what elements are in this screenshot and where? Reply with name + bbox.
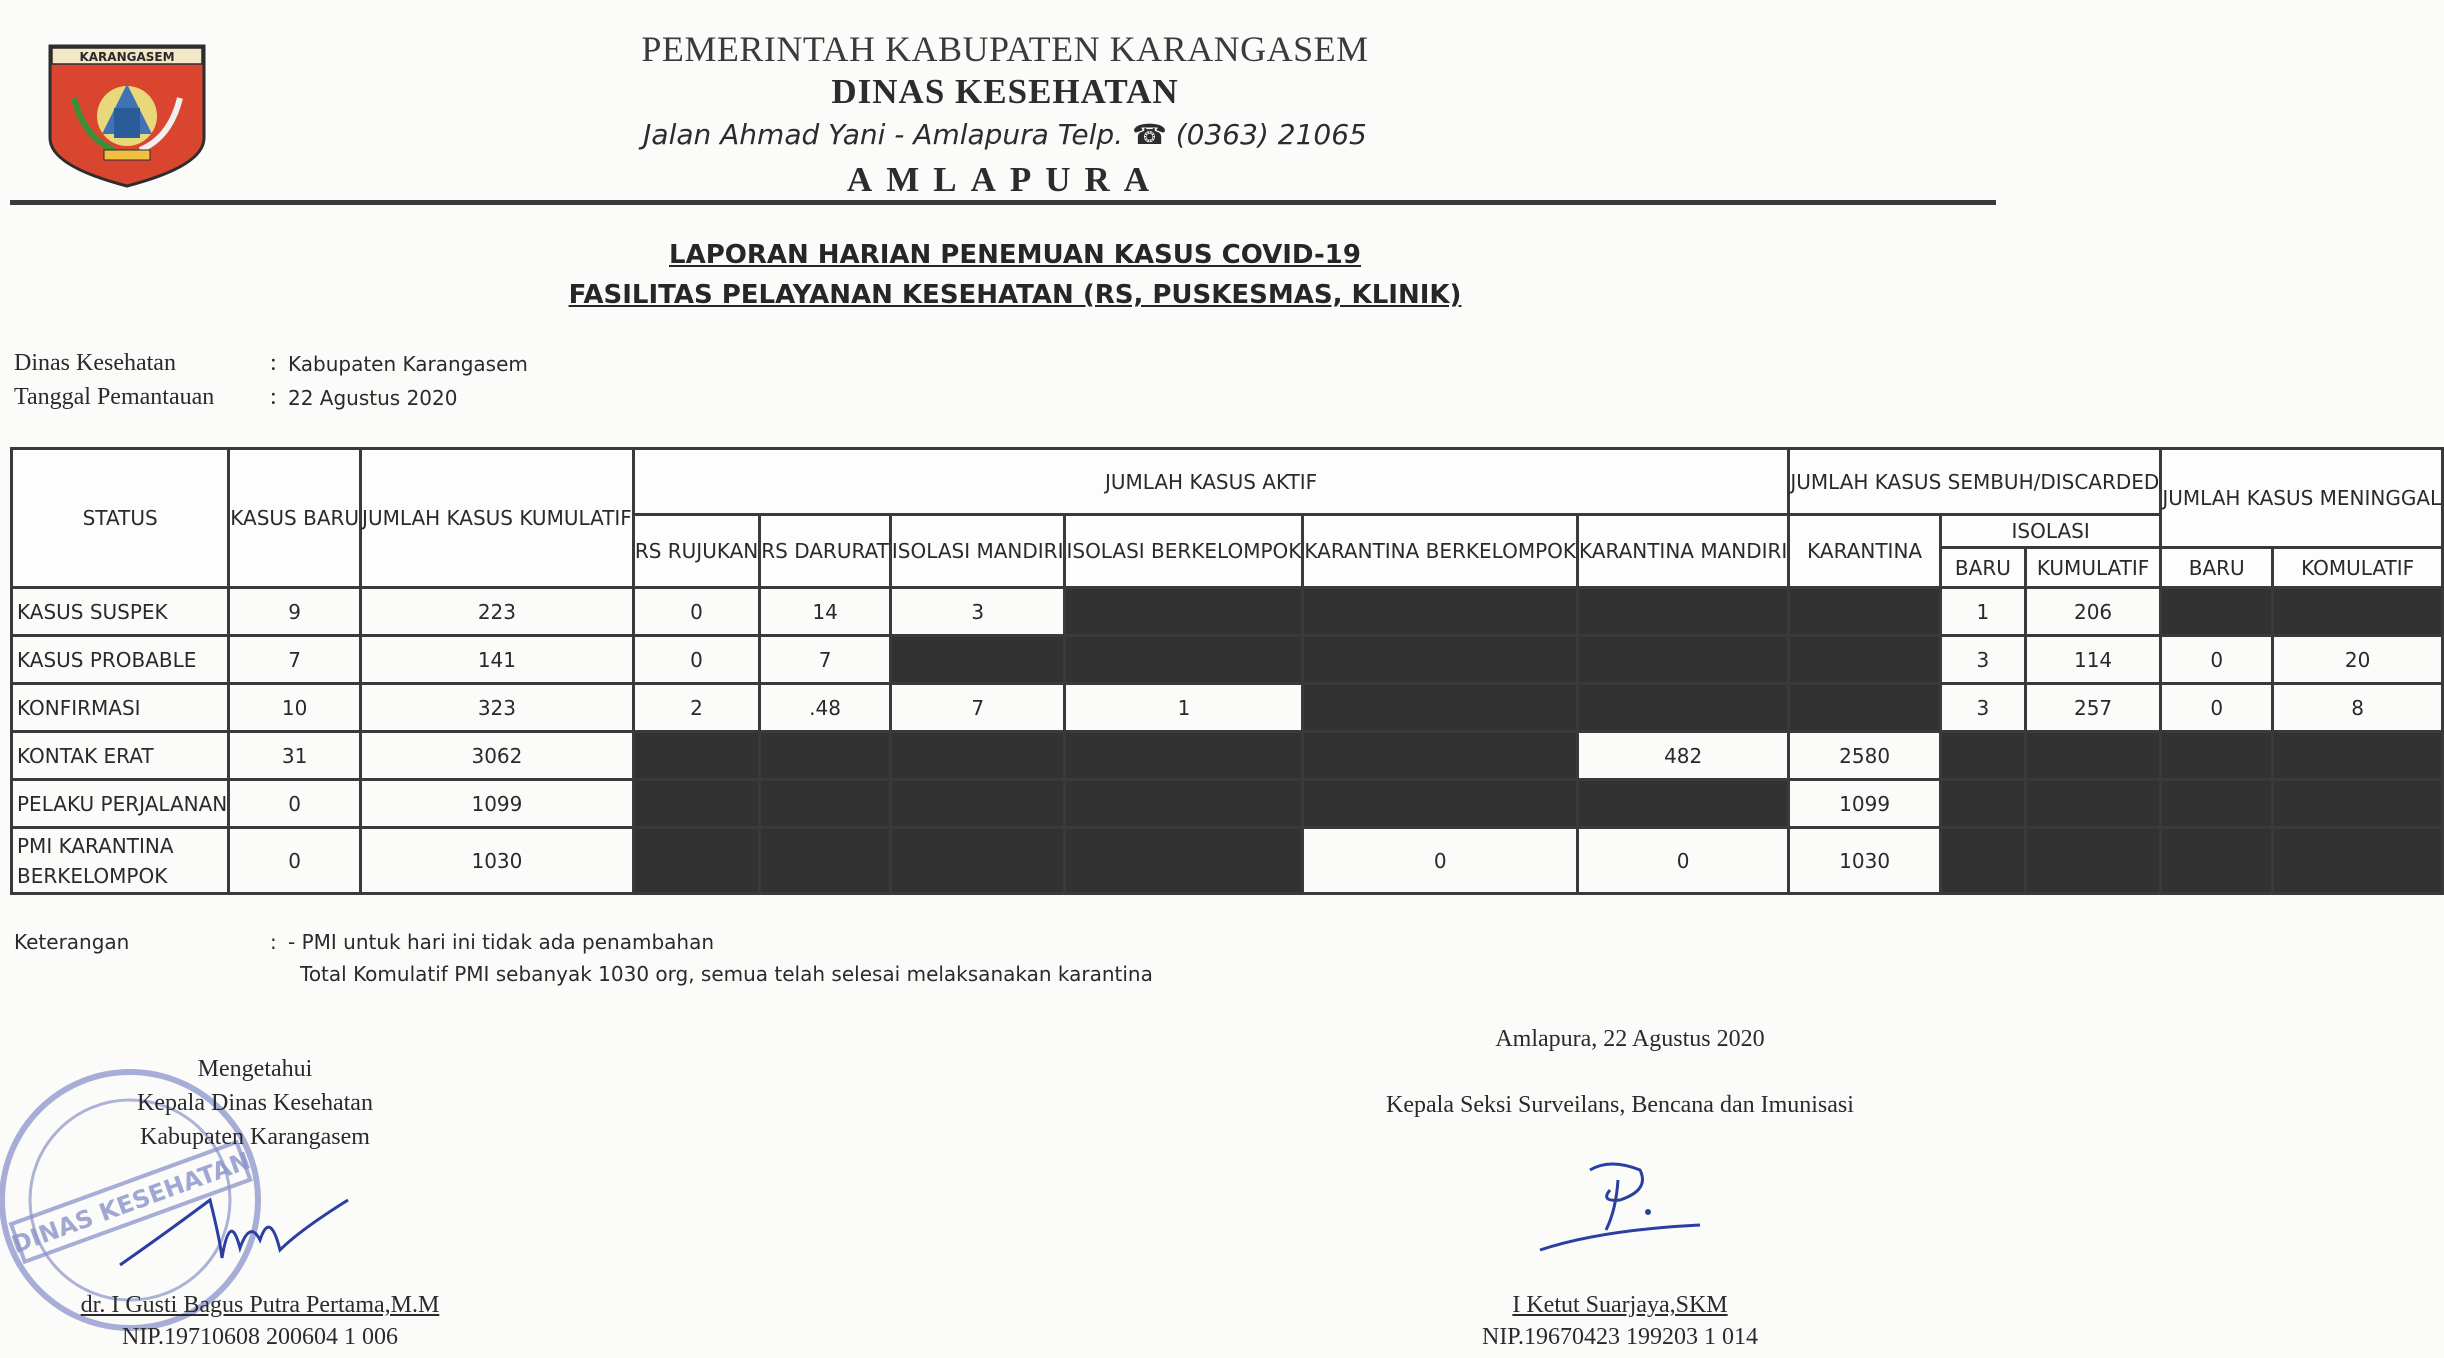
- cell-kasus-baru: 0: [229, 828, 361, 894]
- row-status: KONTAK ERAT: [12, 732, 229, 780]
- meta-dinas-value: Kabupaten Karangasem: [288, 352, 528, 376]
- cell-kumulatif: 323: [361, 684, 634, 732]
- letterhead-department: DINAS KESEHATAN: [831, 72, 1179, 111]
- cell-blocked: [1065, 828, 1303, 894]
- covid-case-table: [10, 447, 2444, 895]
- table-row: [12, 732, 2443, 780]
- row-status: PMI KARANTINA BERKELOMPOK: [12, 828, 229, 894]
- cell-karantina: 2580: [1789, 732, 1941, 780]
- cell-blocked: [760, 828, 891, 894]
- keterangan-colon: :: [270, 930, 277, 954]
- header-karantina-berkelompok: KARANTINA BERKELOMPOK: [1303, 515, 1578, 588]
- cell-blocked: [1303, 732, 1578, 780]
- header-isolasi-berkelompok: ISOLASI BERKELOMPOK: [1065, 515, 1303, 588]
- cell-rs-darurat: .48: [760, 684, 891, 732]
- sig-right-title: Kepala Seksi Surveilans, Bencana dan Imunisasi: [1386, 1092, 1854, 1118]
- row-status: KONFIRMASI: [12, 684, 229, 732]
- cell-blocked: [1940, 732, 2025, 780]
- cell-blocked: [1578, 588, 1789, 636]
- table-row: [12, 780, 2443, 828]
- cell-blocked: [2161, 828, 2273, 894]
- table-row: [12, 828, 2443, 894]
- meta-colon: :: [270, 350, 277, 376]
- sig-left-line2: Kepala Dinas Kesehatan: [137, 1090, 373, 1116]
- header-jumlah-kasus-sembuh: JUMLAH KASUS SEMBUH/DISCARDED: [1789, 449, 2161, 515]
- cell-karantina-berkelompok: 0: [1303, 828, 1578, 894]
- sig-right-name: I Ketut Suarjaya,SKM: [1512, 1292, 1728, 1318]
- cell-isolasi-berkelompok: 1: [1065, 684, 1303, 732]
- cell-sembuh-baru: 3: [1940, 684, 2025, 732]
- cell-isolasi-mandiri: 7: [890, 684, 1065, 732]
- header-status: STATUS: [12, 449, 229, 588]
- keterangan-line1: - PMI untuk hari ini tidak ada penambahan: [288, 930, 714, 954]
- header-karantina-mandiri: KARANTINA MANDIRI: [1578, 515, 1789, 588]
- meta-colon: :: [270, 384, 277, 410]
- cell-blocked: [2273, 780, 2443, 828]
- row-status: KASUS PROBABLE: [12, 636, 229, 684]
- report-title: LAPORAN HARIAN PENEMUAN KASUS COVID-19: [669, 240, 1361, 270]
- cell-rs-rujukan: 0: [633, 588, 759, 636]
- header-sembuh-baru: BARU: [1940, 548, 2025, 588]
- cell-blocked: [1065, 636, 1303, 684]
- cell-sembuh-baru: 3: [1940, 636, 2025, 684]
- cell-blocked: [2025, 828, 2160, 894]
- cell-blocked: [1578, 636, 1789, 684]
- cell-blocked: [1789, 588, 1941, 636]
- sig-left-line3: Kabupaten Karangasem: [140, 1124, 370, 1150]
- cell-kumulatif: 3062: [361, 732, 634, 780]
- cell-blocked: [1065, 732, 1303, 780]
- cell-kasus-baru: 0: [229, 780, 361, 828]
- cell-blocked: [760, 732, 891, 780]
- letterhead-government: PEMERINTAH KABUPATEN KARANGASEM: [641, 29, 1369, 69]
- cell-blocked: [1578, 684, 1789, 732]
- cell-blocked: [2025, 732, 2160, 780]
- header-jumlah-kasus-aktif: JUMLAH KASUS AKTIF: [633, 449, 1789, 515]
- report-subtitle: FASILITAS PELAYANAN KESEHATAN (RS, PUSKESMAS, KLINIK): [568, 280, 1462, 310]
- cell-sembuh-kumulatif: 257: [2025, 684, 2160, 732]
- sig-left-nip: NIP.19710608 200604 1 006: [121, 1324, 398, 1350]
- cell-sembuh-baru: 1: [1940, 588, 2025, 636]
- signature-right: [1530, 1150, 1710, 1260]
- cell-blocked: [890, 780, 1065, 828]
- cell-kasus-baru: 31: [229, 732, 361, 780]
- cell-meninggal-komulatif: 8: [2273, 684, 2443, 732]
- cell-kasus-baru: 10: [229, 684, 361, 732]
- cell-meninggal-baru: 0: [2161, 684, 2273, 732]
- cell-blocked: [1789, 636, 1941, 684]
- row-status: KASUS SUSPEK: [12, 588, 229, 636]
- cell-blocked: [1303, 684, 1578, 732]
- header-jumlah-kasus-meninggal: JUMLAH KASUS MENINGGAL: [2161, 449, 2443, 548]
- keterangan-label: Keterangan: [14, 930, 130, 954]
- cell-blocked: [1303, 636, 1578, 684]
- cell-kumulatif: 223: [361, 588, 634, 636]
- cell-kasus-baru: 9: [229, 588, 361, 636]
- letterhead-divider: [10, 200, 1996, 205]
- cell-kumulatif: 1030: [361, 828, 634, 894]
- cell-karantina: 1030: [1789, 828, 1941, 894]
- cell-blocked: [890, 732, 1065, 780]
- cell-blocked: [760, 780, 891, 828]
- cell-blocked: [633, 780, 759, 828]
- cell-blocked: [1065, 780, 1303, 828]
- cell-blocked: [1578, 780, 1789, 828]
- cell-rs-darurat: 14: [760, 588, 891, 636]
- cell-rs-rujukan: 2: [633, 684, 759, 732]
- table-row: [12, 588, 2443, 636]
- signature-left: [110, 1170, 360, 1280]
- header-isolasi-mandiri: ISOLASI MANDIRI: [890, 515, 1065, 588]
- cell-blocked: [633, 828, 759, 894]
- stamp-text: DINAS KESEHATAN: [7, 1146, 255, 1260]
- cell-sembuh-kumulatif: 206: [2025, 588, 2160, 636]
- cell-meninggal-baru: 0: [2161, 636, 2273, 684]
- row-status: PELAKU PERJALANAN: [12, 780, 229, 828]
- letterhead-city: AMLAPURA: [846, 160, 1164, 199]
- karangasem-emblem-logo: [44, 38, 210, 188]
- cell-blocked: [1303, 780, 1578, 828]
- cell-blocked: [1940, 780, 2025, 828]
- keterangan-line2: Total Komulatif PMI sebanyak 1030 org, semua telah selesai melaksanakan karantina: [300, 962, 1153, 986]
- sig-right-place-date: Amlapura, 22 Agustus 2020: [1495, 1026, 1765, 1052]
- header-kasus-baru: KASUS BARU: [229, 449, 361, 588]
- cell-blocked: [1940, 828, 2025, 894]
- cell-blocked: [2161, 732, 2273, 780]
- sig-left-name: dr. I Gusti Bagus Putra Pertama,M.M: [80, 1292, 440, 1318]
- meta-dinas-label: Dinas Kesehatan: [14, 350, 176, 376]
- cell-blocked: [2161, 780, 2273, 828]
- cell-blocked: [890, 636, 1065, 684]
- cell-blocked: [890, 828, 1065, 894]
- cell-kumulatif: 141: [361, 636, 634, 684]
- table-row: [12, 684, 2443, 732]
- sig-left-line1: Mengetahui: [197, 1056, 313, 1082]
- letterhead-address: Jalan Ahmad Yani - Amlapura Telp. ☎ (0363) 21065: [643, 118, 1367, 151]
- cell-rs-darurat: 7: [760, 636, 891, 684]
- cell-blocked: [2273, 588, 2443, 636]
- meta-tanggal-row: [14, 384, 914, 414]
- header-karantina: KARANTINA: [1789, 515, 1941, 588]
- cell-blocked: [2025, 780, 2160, 828]
- svg-text:KARANGASEM: KARANGASEM: [79, 50, 175, 64]
- meta-tanggal-label: Tanggal Pemantauan: [14, 384, 215, 410]
- header-rs-rujukan: RS RUJUKAN: [633, 515, 759, 588]
- cell-meninggal-komulatif: 20: [2273, 636, 2443, 684]
- cell-blocked: [2273, 828, 2443, 894]
- cell-rs-rujukan: 0: [633, 636, 759, 684]
- meta-tanggal-value: 22 Agustus 2020: [288, 386, 458, 410]
- header-meninggal-komulatif: KOMULATIF: [2273, 548, 2443, 588]
- sig-right-nip: NIP.19670423 199203 1 014: [1481, 1324, 1758, 1350]
- cell-isolasi-mandiri: 3: [890, 588, 1065, 636]
- header-rs-darurat: RS DARURAT: [760, 515, 891, 588]
- cell-sembuh-kumulatif: 114: [2025, 636, 2160, 684]
- cell-kumulatif: 1099: [361, 780, 634, 828]
- cell-karantina-mandiri: 482: [1578, 732, 1789, 780]
- cell-karantina-mandiri: 0: [1578, 828, 1789, 894]
- cell-blocked: [1303, 588, 1578, 636]
- cell-blocked: [633, 732, 759, 780]
- cell-blocked: [2161, 588, 2273, 636]
- header-meninggal-baru: BARU: [2161, 548, 2273, 588]
- table-row: [12, 636, 2443, 684]
- cell-blocked: [1789, 684, 1941, 732]
- header-sembuh-kumulatif: KUMULATIF: [2025, 548, 2160, 588]
- header-isolasi: ISOLASI: [1940, 515, 2160, 548]
- meta-dinas-row: [14, 350, 914, 380]
- header-jumlah-kasus-kumulatif: JUMLAH KASUS KUMULATIF: [361, 449, 634, 588]
- cell-blocked: [1065, 588, 1303, 636]
- cell-kasus-baru: 7: [229, 636, 361, 684]
- cell-blocked: [2273, 732, 2443, 780]
- cell-karantina: 1099: [1789, 780, 1941, 828]
